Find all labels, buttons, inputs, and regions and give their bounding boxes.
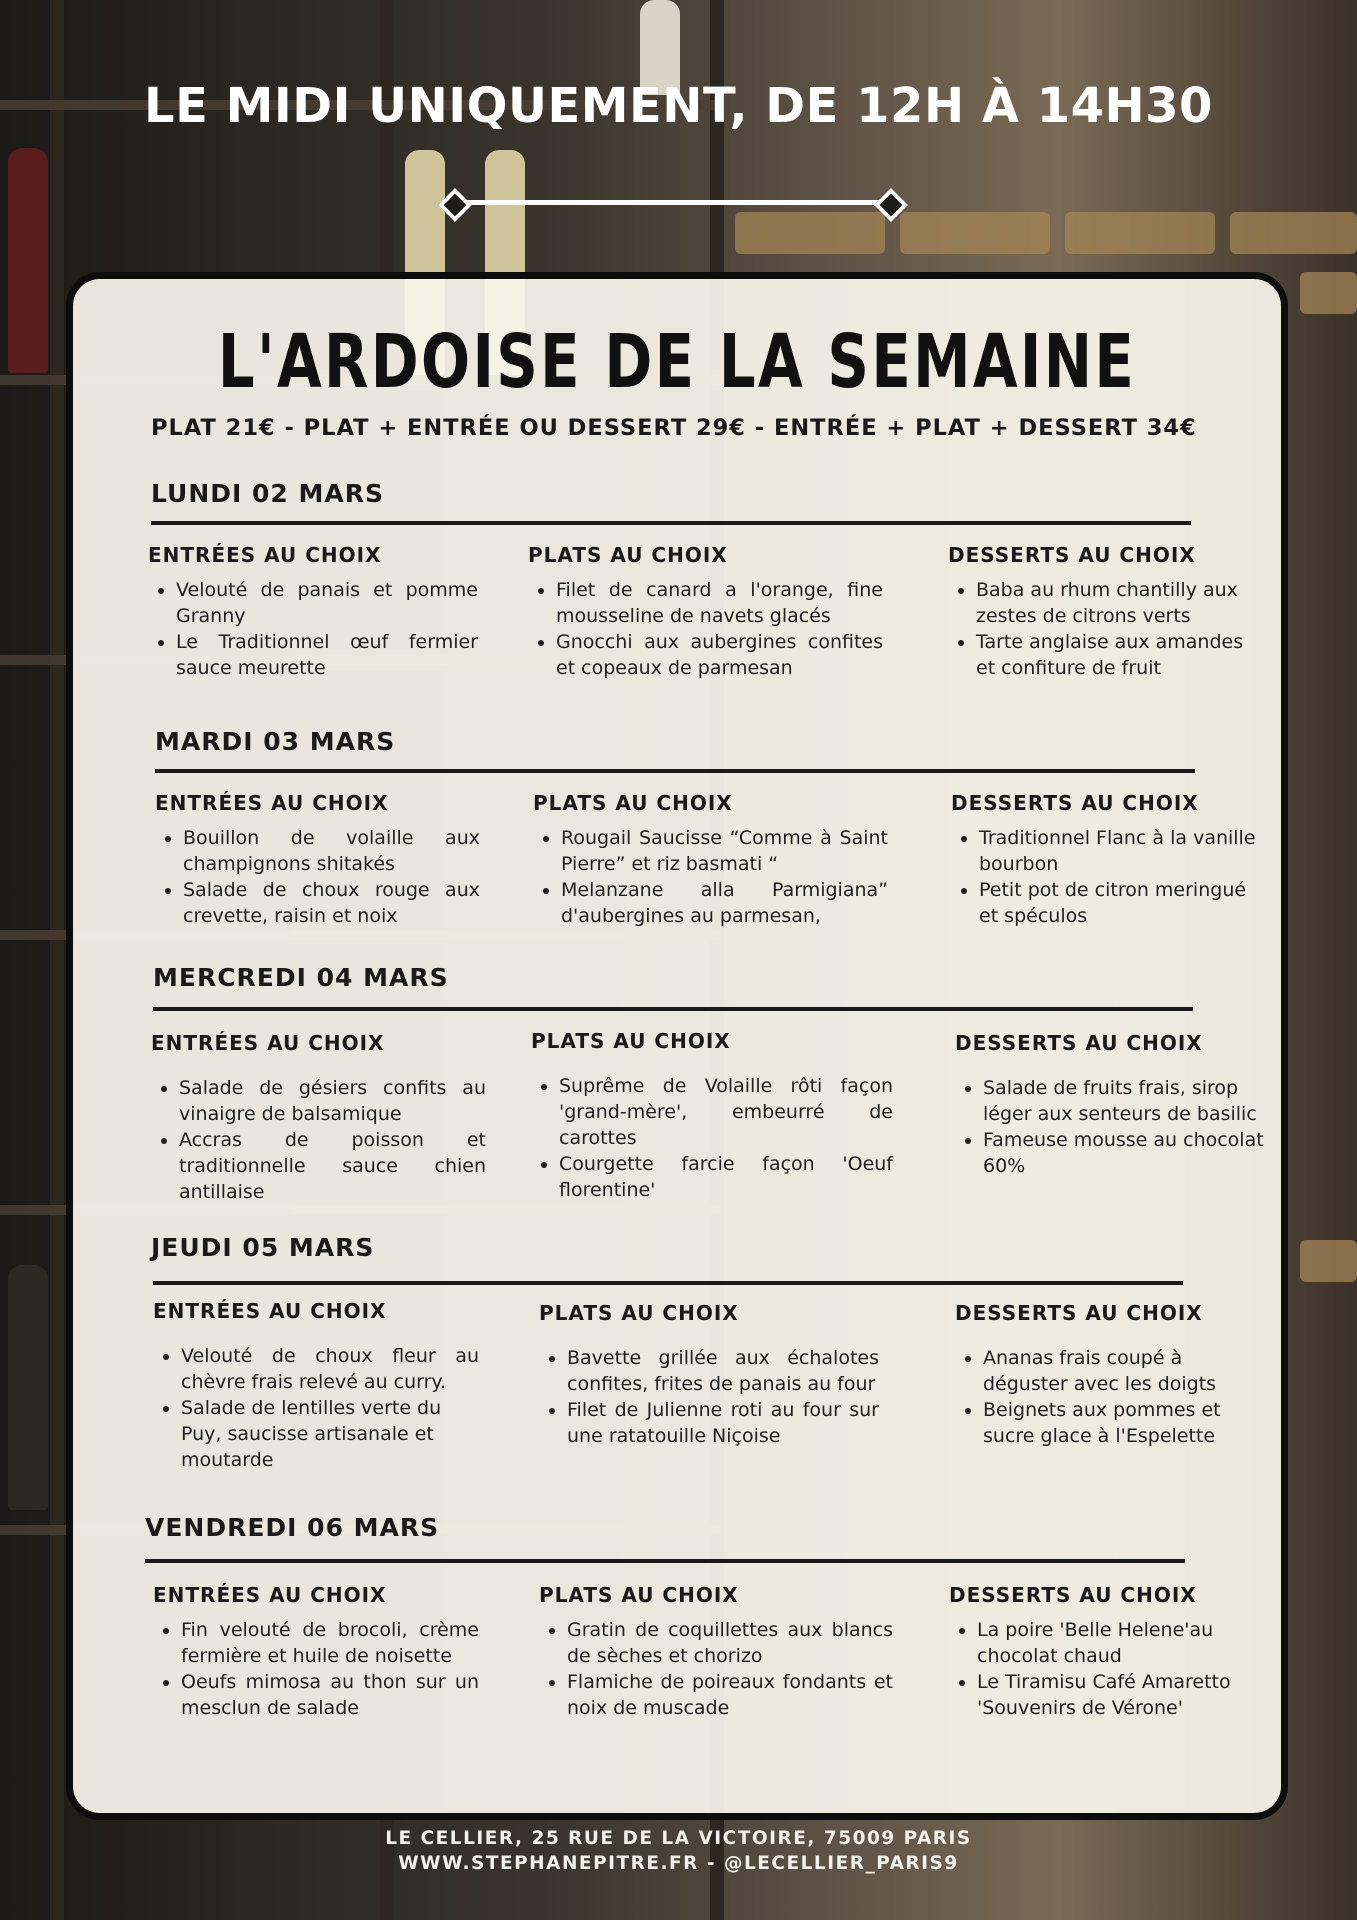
day-rule bbox=[151, 521, 1191, 525]
plats-list bbox=[531, 1073, 893, 1203]
plats-column bbox=[533, 791, 888, 929]
day-rule bbox=[155, 769, 1195, 773]
entrees-list bbox=[153, 1343, 479, 1473]
list-item: • Salade de lentilles verte du Puy, saucisse artisanale et moutarde bbox=[181, 1395, 479, 1473]
divider-line bbox=[457, 200, 889, 205]
entrees-list bbox=[155, 825, 480, 929]
bottle-image bbox=[8, 148, 48, 373]
price-line: PLAT 21€ - PLAT + ENTRÉE OU DESSERT 29€ - ENTRÉE + PLAT + DESSERT 34€ bbox=[151, 415, 1197, 441]
plats-list bbox=[533, 825, 888, 929]
brick bbox=[1300, 272, 1357, 314]
list-item: • Traditionnel Flanc à la vanille bourbon bbox=[979, 825, 1261, 877]
plats-title: PLATS AU CHOIX bbox=[531, 1029, 731, 1053]
list-item: • Fameuse mousse au chocolat 60% bbox=[983, 1127, 1275, 1179]
day-title: MERCREDI 04 MARS bbox=[153, 963, 449, 992]
list-item: • Bavette grillée aux échalotes confites, frites de panais au four bbox=[567, 1345, 879, 1397]
list-item: • Gnocchi aux aubergines confites et copeaux de parmesan bbox=[556, 629, 883, 681]
day-rule bbox=[145, 1559, 1185, 1563]
entrees-column bbox=[153, 1299, 479, 1473]
list-item: • Le Traditionnel œuf fermier sauce meurette bbox=[176, 629, 478, 681]
list-item: • Baba au rhum chantilly aux zestes de citrons verts bbox=[976, 577, 1258, 629]
entrees-title: ENTRÉES AU CHOIX bbox=[153, 1583, 387, 1607]
entrees-title: ENTRÉES AU CHOIX bbox=[153, 1299, 387, 1323]
brick bbox=[1230, 212, 1357, 254]
plats-title: PLATS AU CHOIX bbox=[528, 543, 728, 567]
day-title: MARDI 03 MARS bbox=[155, 727, 396, 756]
entrees-title: ENTRÉES AU CHOIX bbox=[151, 1031, 385, 1055]
decorative-divider bbox=[443, 190, 903, 214]
day-title: LUNDI 02 MARS bbox=[151, 479, 384, 508]
headline: LE MIDI UNIQUEMENT, DE 12H À 14H30 bbox=[144, 78, 1213, 134]
desserts-title: DESSERTS AU CHOIX bbox=[949, 1583, 1197, 1607]
plats-column bbox=[539, 1583, 893, 1721]
board-title: L'ARDOISE DE LA SEMAINE bbox=[217, 319, 1137, 405]
footer-address: LE CELLIER, 25 RUE DE LA VICTOIRE, 75009 PARIS bbox=[385, 1828, 972, 1849]
list-item: • Filet de Julienne roti au four sur une ratatouille Niçoise bbox=[567, 1397, 879, 1449]
desserts-list bbox=[949, 1617, 1249, 1721]
desserts-list bbox=[955, 1345, 1255, 1449]
list-item: • Filet de canard a l'orange, fine mousseline de navets glacés bbox=[556, 577, 883, 629]
desserts-column bbox=[955, 1301, 1255, 1449]
plats-list bbox=[528, 577, 883, 681]
plats-column bbox=[528, 543, 883, 681]
desserts-list bbox=[951, 825, 1261, 929]
brick bbox=[900, 212, 1050, 254]
list-item: • Courgette farcie façon 'Oeuf florentine' bbox=[559, 1151, 893, 1203]
desserts-title: DESSERTS AU CHOIX bbox=[951, 791, 1199, 815]
list-item: • Velouté de choux fleur au chèvre frais relevé au curry. bbox=[181, 1343, 479, 1395]
footer bbox=[0, 1826, 1357, 1876]
entrees-column bbox=[153, 1583, 479, 1721]
day-title: VENDREDI 06 MARS bbox=[145, 1513, 440, 1542]
desserts-column bbox=[948, 543, 1258, 681]
list-item: • Tarte anglaise aux amandes et confiture de fruit bbox=[976, 629, 1258, 681]
entrees-column bbox=[155, 791, 480, 929]
shelf-post bbox=[50, 0, 64, 1920]
entrees-title: ENTRÉES AU CHOIX bbox=[148, 543, 382, 567]
brick bbox=[1300, 1240, 1357, 1282]
plats-column bbox=[531, 1029, 893, 1203]
list-item: • Ananas frais coupé à déguster avec les doigts bbox=[983, 1345, 1255, 1397]
list-item: • Beignets aux pommes et sucre glace à l'Espelette bbox=[983, 1397, 1255, 1449]
list-item: • Rougail Saucisse “Comme à Saint Pierre” et riz basmati “ bbox=[561, 825, 888, 877]
list-item: • Salade de choux rouge aux crevette, raisin et noix bbox=[183, 877, 480, 929]
desserts-column bbox=[955, 1031, 1275, 1179]
list-item: • Le Tiramisu Café Amaretto 'Souvenirs de Vérone' bbox=[977, 1669, 1249, 1721]
plats-list bbox=[539, 1617, 893, 1721]
list-item: • Gratin de coquillettes aux blancs de sèches et chorizo bbox=[567, 1617, 893, 1669]
list-item: • La poire 'Belle Helene'au chocolat chaud bbox=[977, 1617, 1249, 1669]
entrees-column bbox=[151, 1031, 486, 1205]
entrees-list bbox=[151, 1075, 486, 1205]
entrees-list bbox=[153, 1617, 479, 1721]
plats-title: PLATS AU CHOIX bbox=[539, 1301, 739, 1325]
entrees-list bbox=[148, 577, 478, 681]
menu-board bbox=[66, 272, 1288, 1820]
day-rule bbox=[153, 1007, 1193, 1011]
plats-list bbox=[539, 1345, 879, 1449]
list-item: • Bouillon de volaille aux champignons shitakés bbox=[183, 825, 480, 877]
list-item: • Suprême de Volaille rôti façon 'grand-mère', embeurré de carottes bbox=[559, 1073, 893, 1151]
plats-title: PLATS AU CHOIX bbox=[539, 1583, 739, 1607]
entrees-title: ENTRÉES AU CHOIX bbox=[155, 791, 389, 815]
bottle-image bbox=[8, 1265, 48, 1510]
desserts-list bbox=[948, 577, 1258, 681]
footer-web[interactable]: WWW.STEPHANEPITRE.FR - @LECELLIER_PARIS9 bbox=[398, 1853, 959, 1874]
brick bbox=[1065, 212, 1215, 254]
list-item: • Salade de fruits frais, sirop léger aux senteurs de basilic bbox=[983, 1075, 1275, 1127]
desserts-list bbox=[955, 1075, 1275, 1179]
desserts-title: DESSERTS AU CHOIX bbox=[955, 1301, 1203, 1325]
list-item: • Salade de gésiers confits au vinaigre de balsamique bbox=[179, 1075, 486, 1127]
desserts-column bbox=[951, 791, 1261, 929]
entrees-column bbox=[148, 543, 478, 681]
desserts-title: DESSERTS AU CHOIX bbox=[955, 1031, 1203, 1055]
list-item: • Melanzane alla Parmigiana” d'aubergines au parmesan, bbox=[561, 877, 888, 929]
desserts-column bbox=[949, 1583, 1249, 1721]
brick bbox=[735, 212, 885, 254]
list-item: • Velouté de panais et pomme Granny bbox=[176, 577, 478, 629]
plats-title: PLATS AU CHOIX bbox=[533, 791, 733, 815]
plats-column bbox=[539, 1301, 879, 1449]
list-item: • Petit pot de citron meringué et spéculos bbox=[979, 877, 1261, 929]
desserts-title: DESSERTS AU CHOIX bbox=[948, 543, 1196, 567]
day-rule bbox=[153, 1281, 1183, 1285]
list-item: • Oeufs mimosa au thon sur un mesclun de salade bbox=[181, 1669, 479, 1721]
list-item: • Accras de poisson et traditionnelle sauce chien antillaise bbox=[179, 1127, 486, 1205]
list-item: • Flamiche de poireaux fondants et noix de muscade bbox=[567, 1669, 893, 1721]
day-title: JEUDI 05 MARS bbox=[151, 1233, 375, 1262]
list-item: • Fin velouté de brocoli, crème fermière et huile de noisette bbox=[181, 1617, 479, 1669]
